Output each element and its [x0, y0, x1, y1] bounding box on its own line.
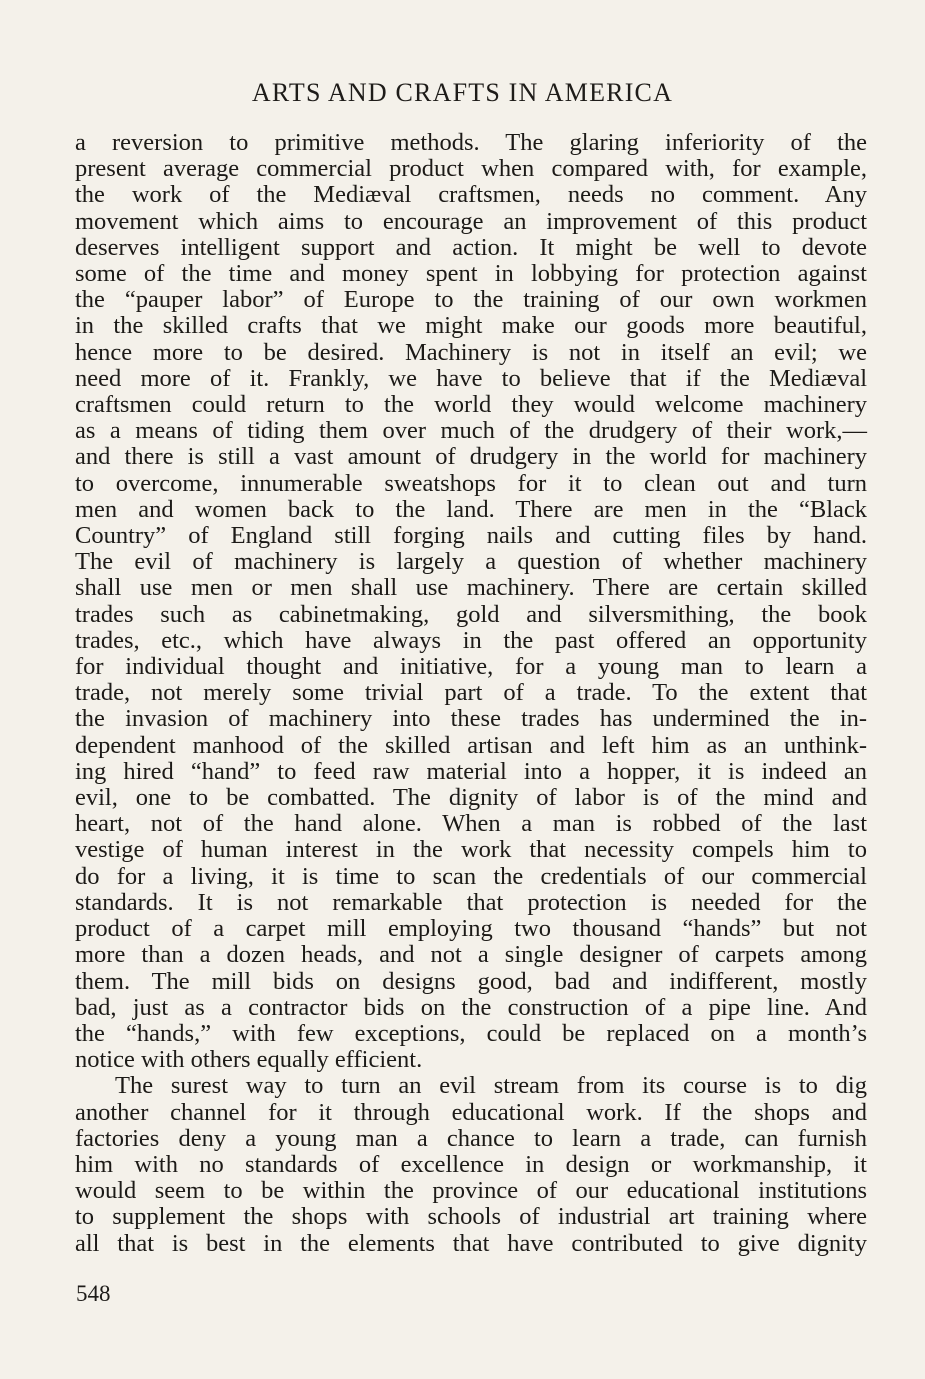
- text-line: as a means of tiding them over much of the drudgery of their work,—: [75, 417, 867, 445]
- text-line: and there is still a vast amount of drudgery in the world for machinery: [75, 443, 867, 471]
- text-line: hence more to be desired. Machinery is not in itself an evil; we: [75, 338, 867, 366]
- text-line: the “pauper labor” of Europe to the training of our own workmen: [75, 286, 867, 314]
- paragraph-1: [75, 130, 867, 1073]
- text-line: dependent manhood of the skilled artisan and left him as an unthink-: [75, 731, 867, 759]
- text-line: heart, not of the hand alone. When a man is robbed of the last: [75, 810, 867, 838]
- text-line: product of a carpet mill employing two thousand “hands” but not: [75, 915, 867, 943]
- text-line: the work of the Mediæval craftsmen, needs no comment. Any: [75, 181, 867, 209]
- text-line: Country” of England still forging nails and cutting files by hand.: [75, 522, 867, 550]
- text-line: movement which aims to encourage an improvement of this product: [75, 207, 867, 235]
- text-line: for individual thought and initiative, for a young man to learn a: [75, 653, 867, 681]
- text-line: The surest way to turn an evil stream from its course is to dig: [115, 1072, 867, 1100]
- running-head: ARTS AND CRAFTS IN AMERICA: [251, 78, 674, 107]
- text-line: vestige of human interest in the work that necessity compels him to: [75, 836, 867, 864]
- body-text: [75, 130, 867, 1257]
- text-line: the “hands,” with few exceptions, could be replaced on a month’s: [75, 1019, 867, 1047]
- text-line: men and women back to the land. There are men in the “Black: [75, 495, 867, 523]
- text-line: them. The mill bids on designs good, bad and indifferent, mostly: [75, 967, 867, 995]
- text-line: factories deny a young man a chance to learn a trade, can furnish: [75, 1124, 867, 1152]
- text-line: to supplement the shops with schools of industrial art training where: [75, 1203, 867, 1231]
- text-line: evil, one to be combatted. The dignity of labor is of the mind and: [75, 784, 867, 812]
- text-line: standards. It is not remarkable that protection is needed for the: [75, 888, 867, 916]
- text-line: more than a dozen heads, and not a single designer of carpets among: [75, 941, 867, 969]
- paragraph-2: [75, 1073, 867, 1256]
- text-line: trades such as cabinetmaking, gold and silversmithing, the book: [75, 600, 867, 628]
- text-line: trade, not merely some trivial part of a trade. To the extent that: [75, 679, 867, 707]
- text-line: need more of it. Frankly, we have to believe that if the Mediæval: [75, 364, 867, 392]
- text-line: trades, etc., which have always in the past offered an opportunity: [75, 626, 867, 654]
- text-line: present average commercial product when compared with, for example,: [75, 155, 867, 183]
- text-line: in the skilled crafts that we might make our goods more beautiful,: [75, 312, 867, 340]
- text-line: shall use men or men shall use machinery. There are certain skilled: [75, 574, 867, 602]
- text-line: would seem to be within the province of our educational institutions: [75, 1177, 867, 1205]
- text-line: The evil of machinery is largely a question of whether machinery: [75, 548, 867, 576]
- text-line: bad, just as a contractor bids on the construction of a pipe line. And: [75, 993, 867, 1021]
- text-line: ing hired “hand” to feed raw material into a hopper, it is indeed an: [75, 757, 867, 785]
- text-line: the invasion of machinery into these trades has undermined the in-: [75, 705, 867, 733]
- text-line: a reversion to primitive methods. The glaring inferiority of the: [75, 129, 867, 156]
- text-line: him with no standards of excellence in design or workmanship, it: [75, 1150, 867, 1178]
- text-line: another channel for it through educational work. If the shops and: [75, 1098, 867, 1126]
- page-number: 548: [76, 1281, 111, 1306]
- text-line: all that is best in the elements that have contributed to give dignity: [75, 1229, 867, 1257]
- text-line: to overcome, innumerable sweatshops for it to clean out and turn: [75, 469, 867, 497]
- text-line: deserves intelligent support and action. It might be well to devote: [75, 233, 867, 261]
- text-line: notice with others equally efficient.: [75, 1046, 423, 1074]
- text-line: do for a living, it is time to scan the credentials of our commercial: [75, 862, 867, 890]
- text-line: craftsmen could return to the world they would welcome machinery: [75, 391, 867, 419]
- text-line: some of the time and money spent in lobbying for protection against: [75, 260, 867, 288]
